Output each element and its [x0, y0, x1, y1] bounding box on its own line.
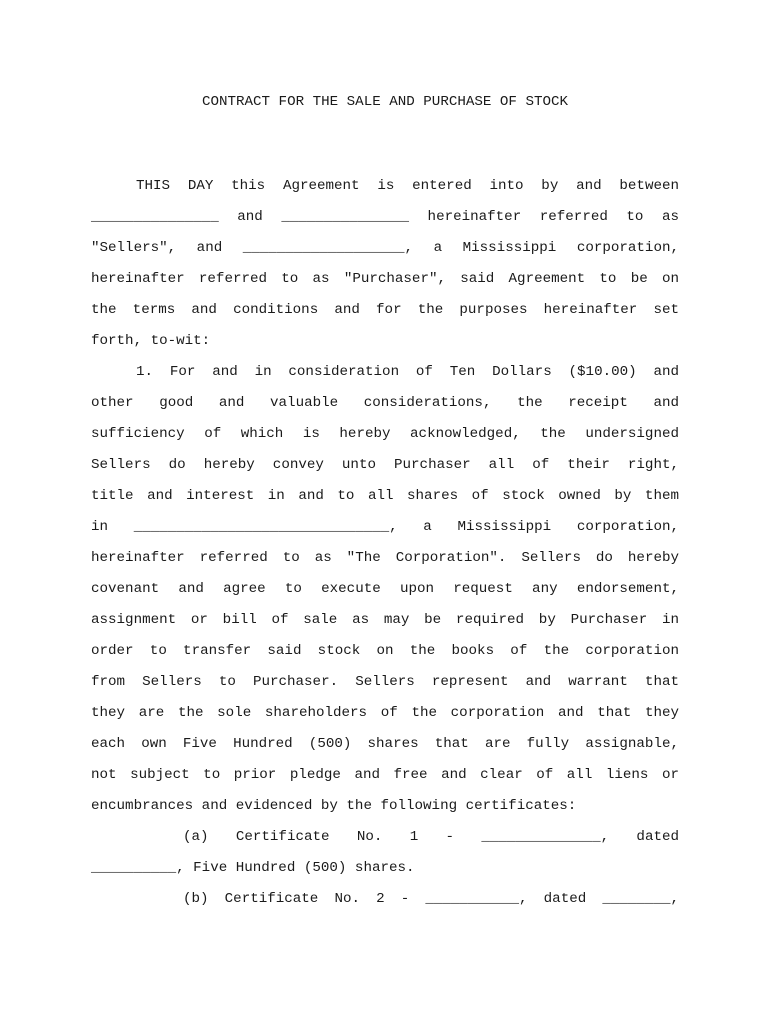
document-line: from Sellers to Purchaser. Sellers represent and warrant that — [91, 674, 679, 690]
document-line: (a) Certificate No. 1 - ______________, dated — [183, 829, 679, 845]
document-title: CONTRACT FOR THE SALE AND PURCHASE OF STOCK — [201, 94, 569, 110]
document-line: they are the sole shareholders of the corporation and that they — [91, 705, 679, 721]
document-line: forth, to-wit: — [91, 333, 211, 349]
document-line: title and interest in and to all shares of stock owned by them — [91, 488, 679, 504]
document-line: encumbrances and evidenced by the following certificates: — [91, 798, 577, 814]
document-line: hereinafter referred to as "Purchaser", said Agreement to be on — [91, 271, 679, 287]
document-line: not subject to prior pledge and free and clear of all liens or — [91, 767, 679, 783]
document-line: other good and valuable considerations, the receipt and — [91, 395, 679, 411]
document-line: covenant and agree to execute upon request any endorsement, — [91, 581, 679, 597]
document-line: Sellers do hereby convey unto Purchaser all of their right, — [91, 457, 679, 473]
document-line: hereinafter referred to as "The Corporation". Sellers do hereby — [91, 550, 679, 566]
document-line: THIS DAY this Agreement is entered into by and between — [136, 178, 679, 194]
document-line: assignment or bill of sale as may be required by Purchaser in — [91, 612, 679, 628]
document-line: _______________ and _______________ hereinafter referred to as — [91, 209, 679, 225]
document-line: sufficiency of which is hereby acknowledged, the undersigned — [91, 426, 679, 442]
document-line: each own Five Hundred (500) shares that are fully assignable, — [91, 736, 679, 752]
document-line: the terms and conditions and for the purposes hereinafter set — [91, 302, 679, 318]
document-line: in ______________________________, a Mississippi corporation, — [91, 519, 679, 535]
document-line: "Sellers", and ___________________, a Mississippi corporation, — [91, 240, 679, 256]
document-line: __________, Five Hundred (500) shares. — [91, 860, 415, 876]
document-body — [91, 175, 679, 919]
document-line: order to transfer said stock on the books of the corporation — [91, 643, 679, 659]
document-line: 1. For and in consideration of Ten Dollars ($10.00) and — [136, 364, 679, 380]
document-line: (b) Certificate No. 2 - ___________, dated ________, — [183, 891, 679, 907]
